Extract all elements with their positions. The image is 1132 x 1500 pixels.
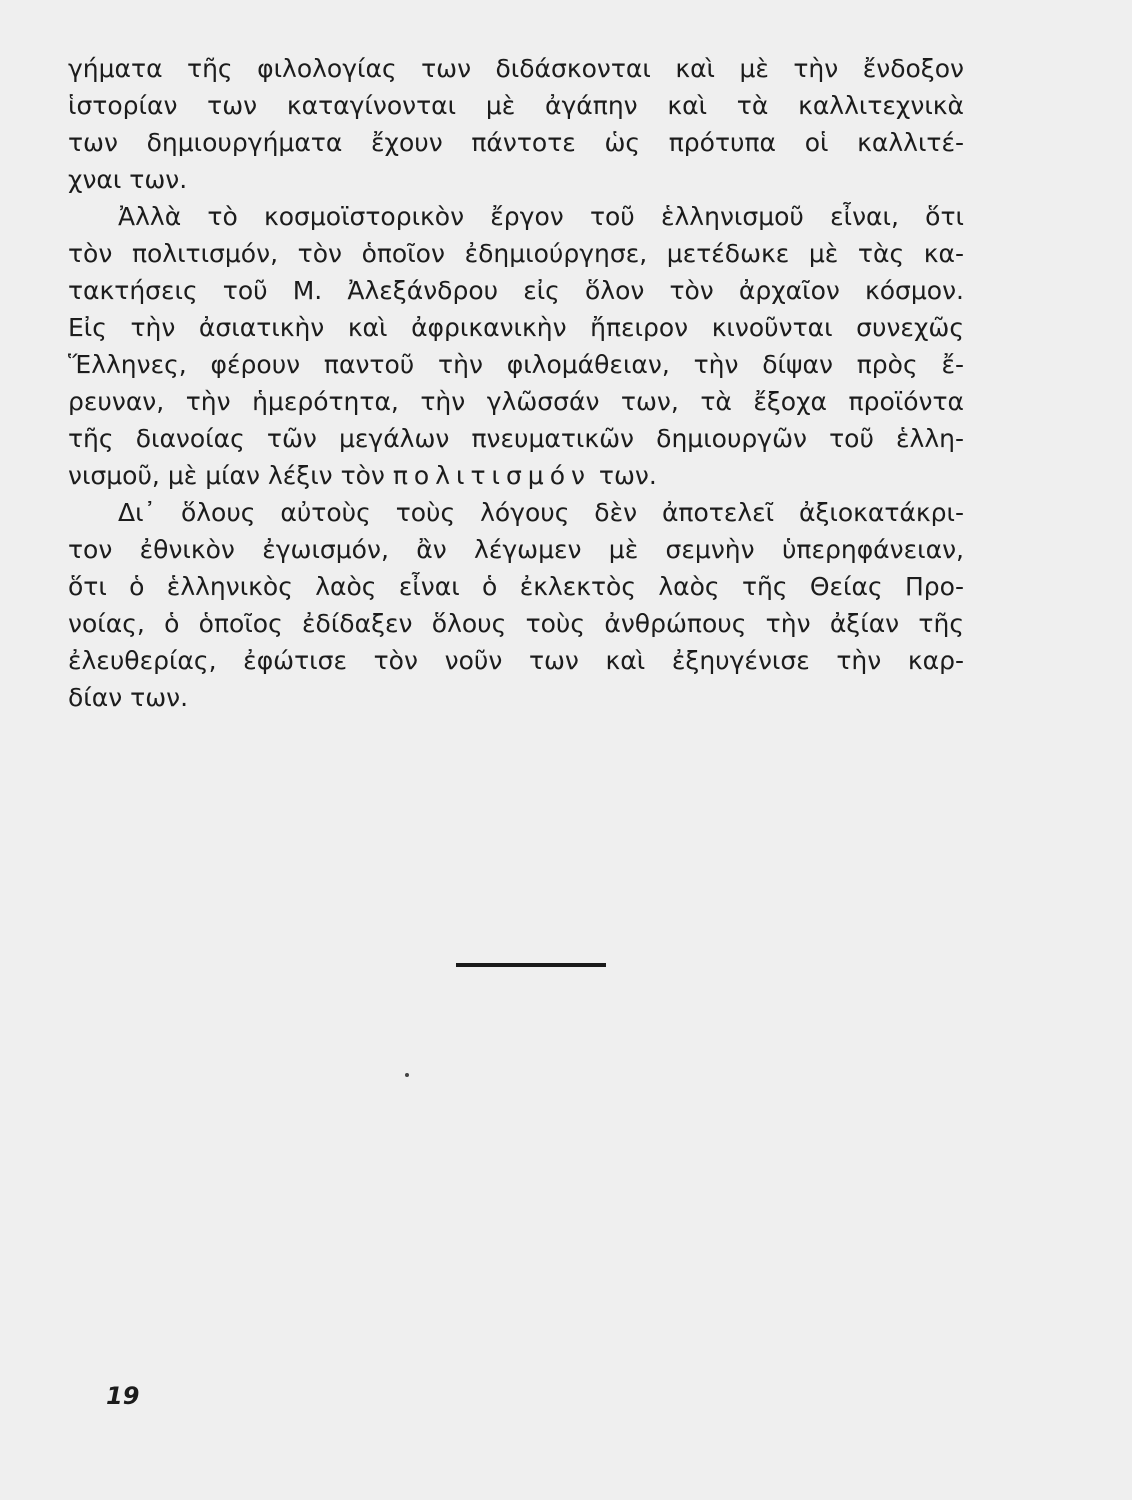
text-line: ἱστορίαν των καταγίνονται μὲ ἀγάπην καὶ τὰ καλλιτεχνικὰ: [68, 91, 964, 120]
text-line: τακτήσεις τοῦ Μ. Ἀλεξάνδρου εἰς ὅλον τὸν ἀρχαῖον κόσμον.: [68, 276, 964, 305]
text-segment: των.: [598, 461, 657, 490]
body-text: [68, 50, 964, 716]
text-line: δίαν των.: [68, 683, 189, 712]
text-line: νοίας, ὁ ὁποῖος ἐδίδαξεν ὅλους τοὺς ἀνθρώπους τὴν ἀξίαν τῆς: [68, 609, 964, 638]
text-line: [68, 457, 964, 494]
text-line: των δημιουργήματα ἔχουν πάντοτε ὡς πρότυπα οἱ καλλιτέ-: [68, 128, 964, 157]
text-line: ὅτι ὁ ἑλληνικὸς λαὸς εἶναι ὁ ἐκλεκτὸς λαὸς τῆς Θείας Προ-: [68, 572, 964, 601]
page-number: 19: [106, 1382, 140, 1410]
text-line: ἐλευθερίας, ἐφώτισε τὸν νοῦν των καὶ ἐξηυγένισε τὴν καρ-: [68, 646, 964, 675]
spaced-word: πολιτισμόν: [392, 461, 591, 490]
text-line: Ἕλληνες, φέρουν παντοῦ τὴν φιλομάθειαν, τὴν δίψαν πρὸς ἔ-: [68, 350, 964, 379]
text-line: ρευναν, τὴν ἡμερότητα, τὴν γλῶσσάν των, τὰ ἔξοχα προϊόντα: [68, 387, 964, 416]
section-divider: [456, 963, 606, 967]
text-segment: νισμοῦ, μὲ μίαν λέξιν τὸν: [68, 461, 385, 490]
text-line: τῆς διανοίας τῶν μεγάλων πνευματικῶν δημιουργῶν τοῦ ἑλλη-: [68, 424, 964, 453]
text-line: Δι᾽ ὅλους αὐτοὺς τοὺς λόγους δὲν ἀποτελεῖ ἀξιοκατάκρι-: [118, 498, 964, 527]
text-line: τον ἐθνικὸν ἐγωισμόν, ἂν λέγωμεν μὲ σεμνὴν ὑπερηφάνειαν,: [68, 535, 964, 564]
text-line: Ἀλλὰ τὸ κοσμοϊστορικὸν ἔργον τοῦ ἑλληνισμοῦ εἶναι, ὅτι: [118, 202, 964, 231]
text-line: τὸν πολιτισμόν, τὸν ὁποῖον ἐδημιούργησε, μετέδωκε μὲ τὰς κα-: [68, 239, 964, 268]
text-line: γήματα τῆς φιλολογίας των διδάσκονται καὶ μὲ τὴν ἔνδοξον: [68, 54, 964, 83]
text-line: Εἰς τὴν ἀσιατικὴν καὶ ἀφρικανικὴν ἤπειρον κινοῦνται συνεχῶς: [68, 313, 964, 342]
text-line: χναι των.: [68, 165, 188, 194]
ink-dot: [405, 1073, 409, 1077]
